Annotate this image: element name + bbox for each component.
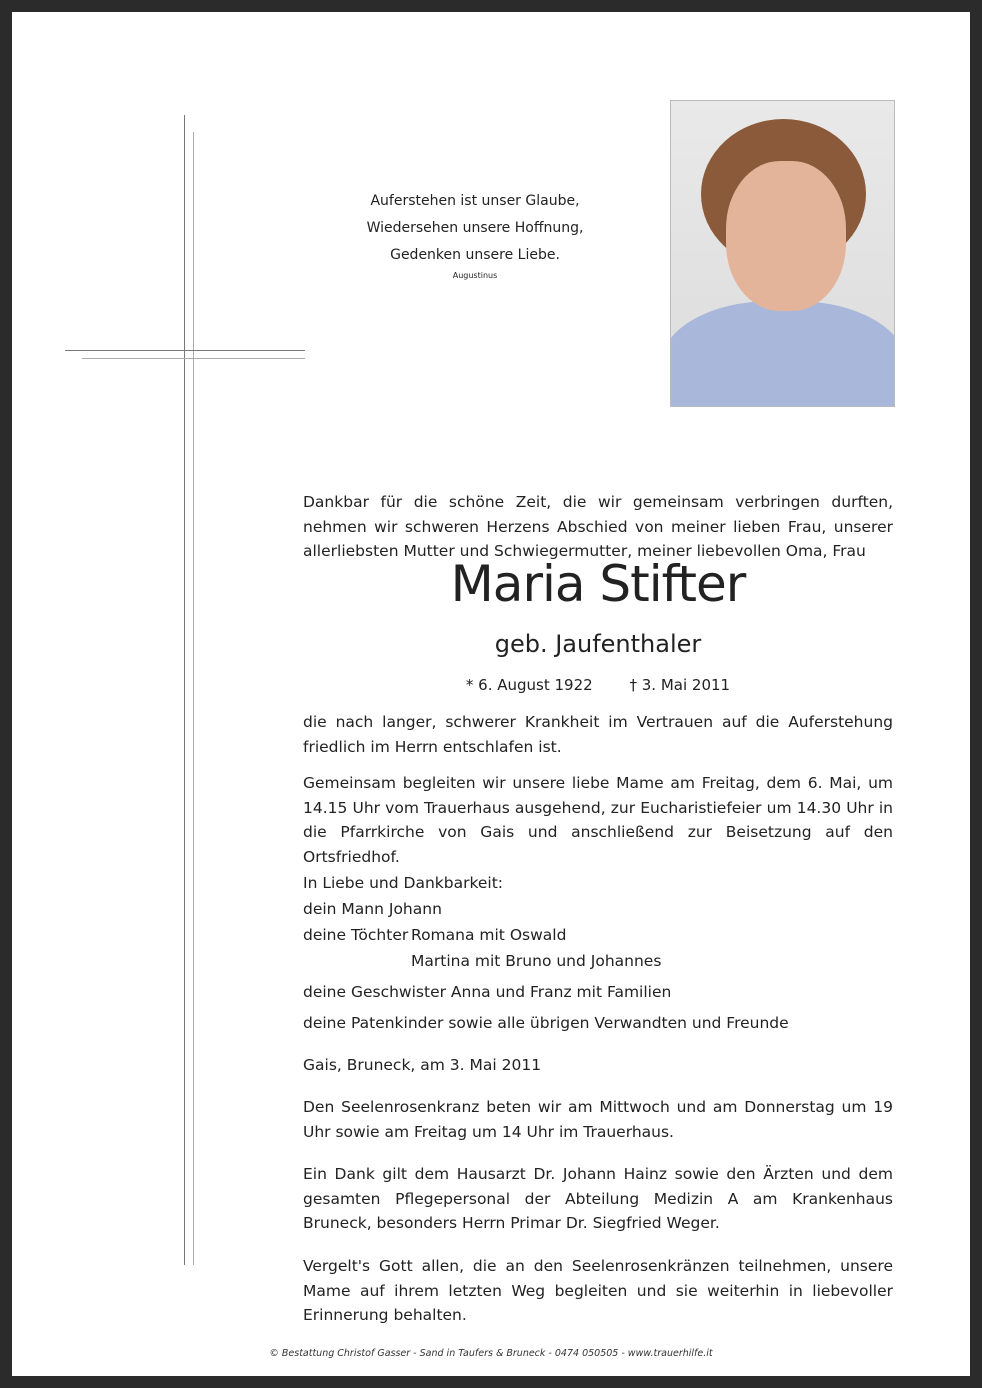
quote-source: Augustinus — [452, 271, 498, 280]
family-husband: dein Mann Johann — [303, 900, 442, 918]
quote — [330, 188, 620, 283]
family-list — [303, 870, 893, 1036]
intro-text: Dankbar für die schöne Zeit, die wir gemeinsam verbringen durften, nehmen wir schweren Herzens Abschied von meiner lieben Frau, unserer allerliebsten Mutter und Schwiegermutter, meiner liebevollen Oma, Frau — [303, 493, 893, 560]
daughter: Martina mit Bruno und Johannes — [411, 952, 662, 970]
daughters-label: deine Töchter — [303, 926, 409, 944]
place-date: Gais, Bruneck, am 3. Mai 2011 — [303, 1056, 542, 1074]
portrait-photo — [670, 100, 895, 407]
family-siblings: deine Geschwister Anna und Franz mit Familien — [303, 983, 672, 1001]
daughter: Romana mit Oswald — [411, 926, 567, 944]
birth-date: * 6. August 1922 — [465, 676, 593, 694]
funeral-text: Gemeinsam begleiten wir unsere liebe Mame am Freitag, dem 6. Mai, um 14.15 Uhr vom Trauerhaus ausgehend, zur Eucharistiefeier um 14.30 Uhr in die Pfarrkirche von Gais und anschließend zur Beisetzung auf den Ortsfriedhof. — [303, 774, 893, 866]
death-date: † 3. Mai 2011 — [629, 676, 731, 694]
family-others: deine Patenkinder sowie alle übrigen Verwandten und Freunde — [303, 1014, 789, 1032]
quote-line: Wiedersehen unsere Hoffnung, — [366, 220, 584, 236]
death-text: die nach langer, schwerer Krankheit im Vertrauen auf die Auferstehung friedlich im Herrn entschlafen ist. — [303, 713, 893, 756]
thanks-text: Ein Dank gilt dem Hausarzt Dr. Johann Hainz sowie den Ärzten und dem gesamten Pflegepersonal der Abteilung Medizin A am Krankenhaus Bruneck, besonders Herrn Primar Dr. Siegfried Weger. — [303, 1165, 893, 1232]
maiden-name: geb. Jaufenthaler — [494, 630, 702, 658]
life-dates — [303, 676, 893, 694]
quote-line: Auferstehen ist unser Glaube, — [370, 193, 580, 209]
quote-line: Gedenken unsere Liebe. — [390, 247, 560, 263]
rosary-text: Den Seelenrosenkranz beten wir am Mittwoch und am Donnerstag um 19 Uhr sowie am Freitag um 14 Uhr im Trauerhaus. — [303, 1098, 893, 1141]
family-heading: In Liebe und Dankbarkeit: — [303, 874, 504, 892]
deceased-name: Maria Stifter — [450, 555, 746, 613]
closing-text: Vergelt's Gott allen, die an den Seelenrosenkränzen teilnehmen, unsere Mame auf ihrem letzten Weg begleiten und sie weiterhin in liebevoller Erinnerung behalten. — [303, 1257, 893, 1324]
footer: © Bestattung Christof Gasser - Sand in Taufers & Bruneck - 0474 050505 - www.trauerhilfe.it — [269, 1348, 713, 1359]
